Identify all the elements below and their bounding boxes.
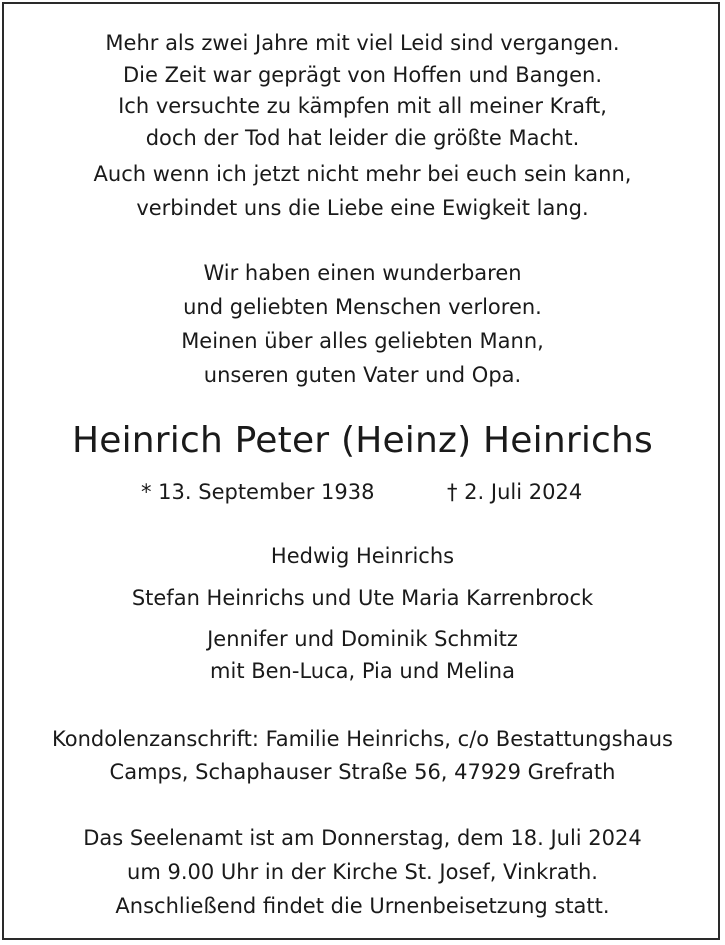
poem-line-3: Ich versuchte zu kämpfen mit all meiner Kraft, xyxy=(118,94,607,118)
deceased-name: Heinrich Peter (Heinz) Heinrichs xyxy=(71,420,654,461)
intro-line-3: Meinen über alles geliebten Mann, xyxy=(181,329,544,353)
birth-date: * 13. September 1938 xyxy=(141,480,375,504)
intro-line-4: unseren guten Vater und Opa. xyxy=(203,363,522,387)
intro-line-2: und geliebten Menschen verloren. xyxy=(183,295,542,319)
mourner-line-4: mit Ben-Luca, Pia und Melina xyxy=(210,659,515,683)
address-line-2: Camps, Schaphauser Straße 56, 47929 Grefrath xyxy=(109,760,616,784)
poem-line-6: verbindet uns die Liebe eine Ewigkeit lang. xyxy=(136,196,589,220)
poem-line-4: doch der Tod hat leider die größte Macht. xyxy=(145,126,580,150)
mourner-line-2: Stefan Heinrichs und Ute Maria Karrenbrock xyxy=(131,586,594,610)
poem-line-2: Die Zeit war geprägt von Hoffen und Bangen. xyxy=(122,63,603,87)
mourner-line-3: Jennifer und Dominik Schmitz xyxy=(207,627,518,651)
intro-line-1: Wir haben einen wunderbaren xyxy=(203,261,522,285)
life-dates xyxy=(0,478,725,506)
poem-line-5: Auch wenn ich jetzt nicht mehr bei euch sein kann, xyxy=(93,162,632,186)
service-line-3: Anschließend findet die Urnenbeisetzung statt. xyxy=(115,894,610,918)
death-date: † 2. Juli 2024 xyxy=(447,480,583,504)
service-line-2: um 9.00 Uhr in der Kirche St. Josef, Vinkrath. xyxy=(127,860,598,884)
service-line-1: Das Seelenamt ist am Donnerstag, dem 18. Juli 2024 xyxy=(83,826,642,850)
address-line-1: Kondolenzanschrift: Familie Heinrichs, c/o Bestattungshaus xyxy=(52,727,673,751)
poem-line-1: Mehr als zwei Jahre mit viel Leid sind vergangen. xyxy=(105,31,620,55)
mourner-line-1: Hedwig Heinrichs xyxy=(270,544,455,568)
